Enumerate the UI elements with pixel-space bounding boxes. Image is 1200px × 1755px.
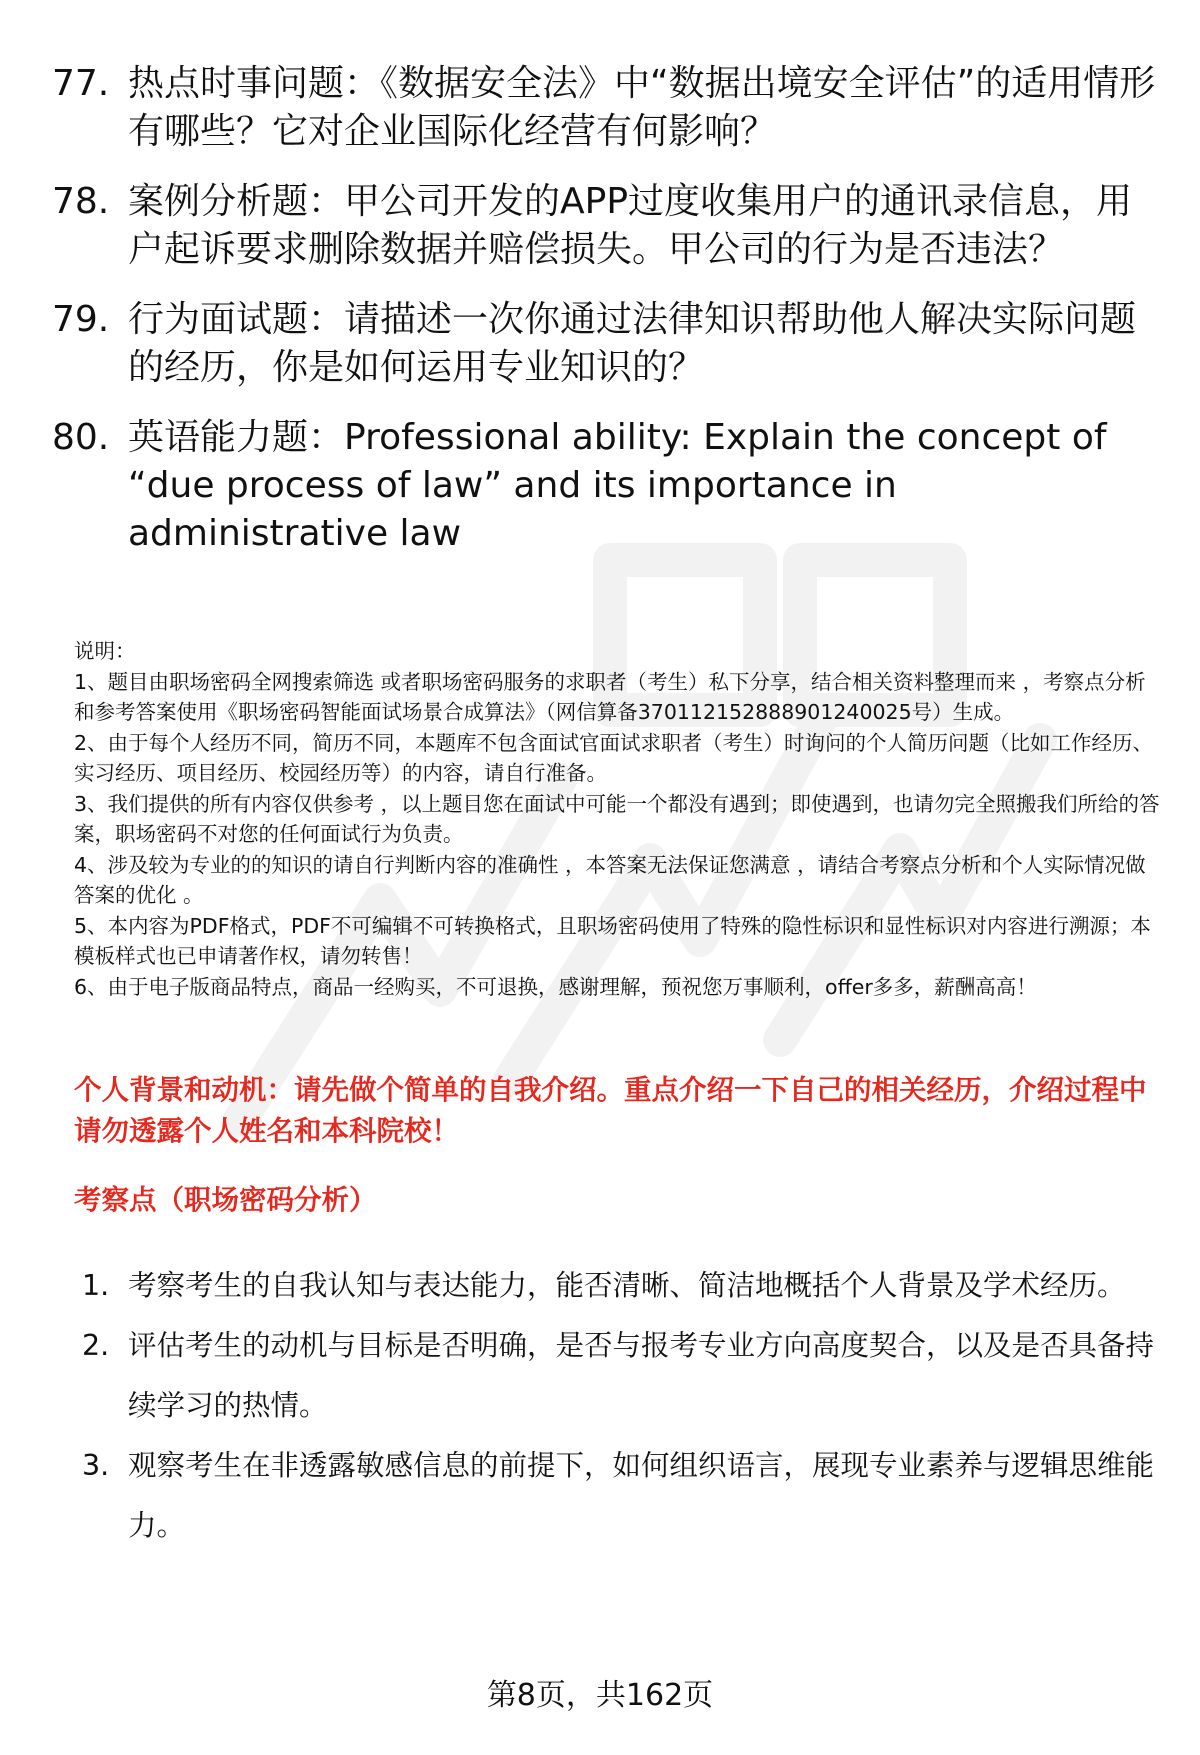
note-item-6: 6、由于电子版商品特点，商品一经购买，不可退换，感谢理解，预祝您万事顺利，offer多多，薪酬高高！ [74, 974, 1037, 999]
notes-title: 说明： [74, 639, 136, 663]
analysis-point-2 [82, 1316, 1162, 1436]
note-item-3: 3、我们提供的所有内容仅供参考 ，以上题目您在面试中可能一个都没有遇到；即使遇到，也请勿完全照搬我们所给的答案，职场密码不对您的任何面试行为负责。 [74, 791, 1160, 846]
point-text: 观察考生在非透露敏感信息的前提下，如何组织语言，展现专业素养与逻辑思维能力。 [128, 1449, 1155, 1542]
question-number: 79. [52, 299, 110, 340]
point-text: 考察考生的自我认知与表达能力，能否清晰、简洁地概括个人背景及学术经历。 [128, 1269, 1126, 1302]
question-number: 78. [52, 181, 110, 222]
highlight-question: 个人背景和动机：请先做个简单的自我介绍。重点介绍一下自己的相关经历，介绍过程中请勿透露个人姓名和本科院校！ [74, 1074, 1147, 1147]
note-item-5: 5、本内容为PDF格式，PDF不可编辑不可转换格式，且职场密码使用了特殊的隐性标识和显性标识对内容进行溯源；本模板样式也已申请著作权，请勿转售！ [74, 913, 1151, 968]
question-78 [52, 178, 1162, 274]
page-footer: 第8页，共162页 [486, 1678, 714, 1713]
question-text: 热点时事问题：《数据安全法》中“数据出境安全评估”的适用情形有哪些？它对企业国际化经营有何影响？ [128, 63, 1156, 152]
question-number: 80. [52, 417, 110, 458]
analysis-point-1 [82, 1256, 1162, 1316]
question-text: 案例分析题：甲公司开发的APP过度收集用户的通讯录信息，用户起诉要求删除数据并赔偿损失。甲公司的行为是否违法？ [128, 181, 1133, 270]
note-item-1: 1、题目由职场密码全网搜索筛选 或者职场密码服务的求职者（考生）私下分享，结合相关资料整理而来 ，考察点分析和参考答案使用《职场密码智能面试场景合成算法》（网信算备370112152888901240025号）生成。 [74, 669, 1146, 724]
analysis-heading: 考察点（职场密码分析） [74, 1184, 377, 1216]
question-77 [52, 60, 1162, 156]
question-text: 英语能力题：Professional ability: Explain the concept of “due process of law” and its importance in administrative law [128, 417, 1107, 554]
question-79 [52, 296, 1162, 392]
point-number: 3. [82, 1449, 110, 1482]
point-number: 2. [82, 1329, 110, 1362]
note-item-4: 4、涉及较为专业的的知识的请自行判断内容的准确性 ，本答案无法保证您满意 ，请结合考察点分析和个人实际情况做答案的优化 。 [74, 852, 1146, 907]
question-text: 行为面试题：请描述一次你通过法律知识帮助他人解决实际问题的经历，你是如何运用专业知识的？ [128, 299, 1137, 388]
note-item-2: 2、由于每个人经历不同，简历不同，本题库不包含面试官面试求职者（考生）时询问的个人简历问题（比如工作经历、实习经历、项目经历、校园经历等）的内容，请自行准备。 [74, 730, 1154, 785]
analysis-point-3 [82, 1436, 1162, 1556]
point-text: 评估考生的动机与目标是否明确，是否与报考专业方向高度契合，以及是否具备持续学习的热情。 [128, 1329, 1155, 1422]
point-number: 1. [82, 1269, 110, 1302]
question-80 [52, 414, 1162, 558]
analysis-points [82, 1256, 1162, 1556]
notes-section [74, 636, 1164, 1002]
question-number: 77. [52, 63, 110, 104]
question-list [52, 60, 1162, 580]
